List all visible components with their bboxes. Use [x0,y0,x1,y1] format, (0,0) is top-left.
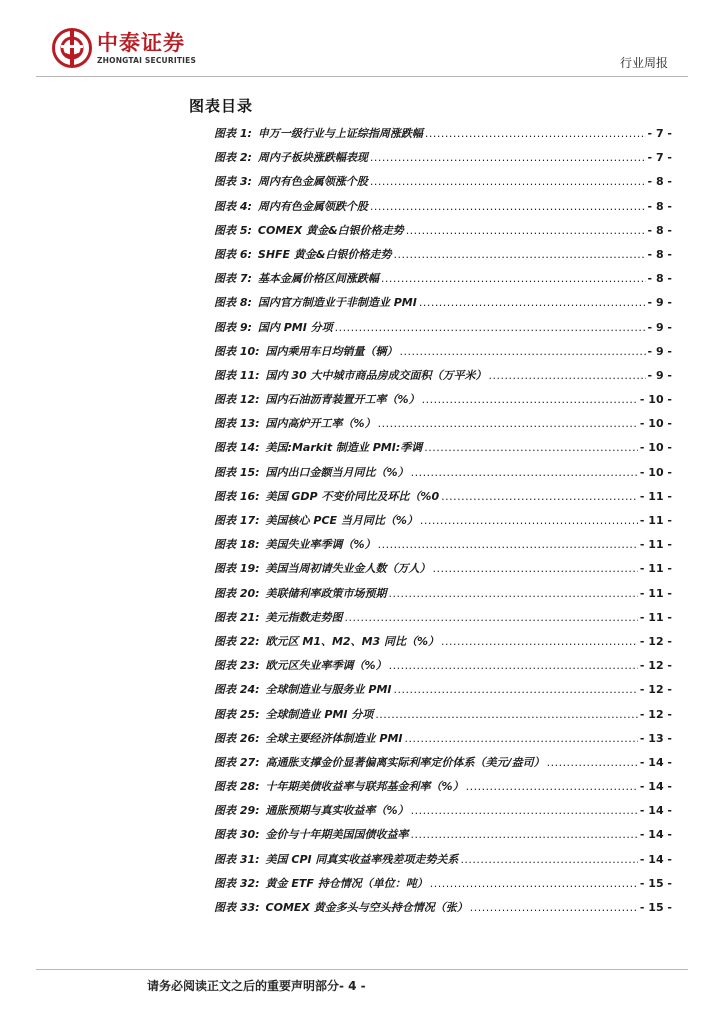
toc-entry[interactable] [214,294,672,318]
toc-entry-label: 图表 3: [214,175,252,189]
toc-entry-label: 图表 11: [214,368,260,382]
brand-logo [52,28,196,68]
toc-entry-page: - 11 - [639,562,672,576]
toc-entry-title: 周内有色金属领涨个股 [257,175,368,189]
toc-entry-page: - 9 - [647,344,672,358]
toc-entry-label: 图表 29: [214,804,260,818]
toc-entry[interactable] [214,681,672,705]
toc-entry-title: 基本金属价格区间涨跌幅 [257,272,379,286]
toc-entry-page: - 7 - [647,127,672,140]
toc-entry-page: - 10 - [639,465,672,479]
toc-dot-leader [345,611,638,624]
toc-entry-page: - 10 - [639,393,672,407]
toc-entry-page: - 8 - [647,223,672,237]
toc-entry-label: 图表 28: [214,780,260,794]
toc-entry-title: 美联储利率政策市场预期 [265,586,387,600]
toc-dot-leader [420,514,638,527]
toc-dot-leader [466,780,638,793]
toc-entry-label: 图表 26: [214,731,260,745]
toc-entry[interactable] [214,730,672,754]
toc-entry[interactable] [214,319,672,343]
toc-entry-page: - 10 - [639,417,672,431]
toc-entry[interactable] [214,222,672,246]
toc-entry-title: 国内乘用车日均销量（辆） [265,344,398,358]
toc-dot-leader [422,393,638,406]
toc-entry-label: 图表 8: [214,296,252,310]
toc-dot-leader [470,901,638,914]
toc-entry[interactable] [214,585,672,609]
toc-entry-label: 图表 21: [214,610,260,624]
toc-dot-leader [411,804,638,817]
toc-entry[interactable] [214,875,672,899]
toc-entry-page: - 14 - [639,755,672,769]
toc-entry-label: 图表 4: [214,199,252,213]
toc-dot-leader [393,683,637,696]
toc-entry[interactable] [214,149,672,173]
toc-entry-label: 图表 7: [214,272,252,286]
toc-entry-page: - 8 - [647,175,672,189]
toc-entry[interactable] [214,246,672,270]
toc-entry[interactable] [214,270,672,294]
toc-entry-page: - 12 - [639,707,672,721]
toc-entry-label: 图表 33: [214,901,260,914]
toc-entry[interactable] [214,439,672,463]
toc-entry-title: 周内子板块涨跌幅表现 [257,151,368,165]
footer-divider [36,969,688,970]
toc-dot-leader [433,562,638,575]
toc-dot-leader [430,877,638,890]
toc-entry[interactable] [214,464,672,488]
toc-dot-leader [378,538,638,551]
brand-name-en: ZHONGTAI SECURITIES [97,55,197,65]
toc-dot-leader [425,127,646,140]
toc-entry-title: 欧元区 M1、M2、M3 同比（%） [265,634,440,648]
toc-entry-page: - 12 - [639,683,672,697]
toc-entry-label: 图表 24: [214,683,260,697]
toc-dot-leader [370,200,646,213]
toc-entry[interactable] [214,125,672,149]
toc-entry-title: 国内出口金额当月同比（%） [265,465,409,479]
toc-entry[interactable] [214,706,672,730]
toc-dot-leader [381,272,646,285]
toc-dot-leader [375,708,638,721]
toc-dot-leader [335,321,646,334]
toc-entry-page: - 13 - [639,731,672,745]
toc-dot-leader [389,587,638,600]
toc-entry[interactable] [214,391,672,415]
toc-entry-title: 全球制造业与服务业 PMI [265,683,392,697]
toc-entry-title: 国内 30 大中城市商品房成交面积（万平米） [265,368,487,382]
toc-entry-page: - 15 - [639,876,672,890]
toc-entry-label: 图表 1: [214,127,252,140]
toc-entry-title: 十年期美债收益率与联邦基金利率（%） [265,780,464,794]
toc-dot-leader [393,248,645,261]
toc-entry-label: 图表 13: [214,417,260,431]
toc-entry-label: 图表 19: [214,562,260,576]
toc-dot-leader [406,224,646,237]
toc-entry-title: 国内石油沥青装置开工率（%） [265,393,420,407]
toc-entry-label: 图表 30: [214,828,260,842]
toc-list [214,125,672,923]
toc-entry-title: 全球制造业 PMI 分项 [265,707,374,721]
toc-entry[interactable] [214,536,672,560]
toc-entry-label: 图表 25: [214,707,260,721]
toc-entry-label: 图表 18: [214,538,260,552]
toc-entry-page: - 11 - [639,610,672,624]
toc-entry-title: 美国 CPI 同真实收益率残差项走势关系 [265,852,459,866]
toc-entry-page: - 11 - [639,586,672,600]
toc-dot-leader [411,828,638,841]
toc-entry-title: 美国 GDP 不变价同比及环比（%0 [265,489,440,503]
toc-dot-leader [389,659,638,672]
toc-dot-leader [460,853,637,866]
toc-entry[interactable] [214,754,672,778]
toc-entry-title: 美国当周初请失业金人数（万人） [265,562,431,576]
toc-entry[interactable] [214,488,672,512]
toc-entry-label: 图表 16: [214,489,260,503]
toc-entry-page: - 12 - [639,659,672,673]
toc-dot-leader [424,441,638,454]
toc-entry-title: 国内高炉开工率（%） [265,417,376,431]
toc-entry-page: - 9 - [647,296,672,310]
toc-entry[interactable] [214,512,672,536]
toc-entry-label: 图表 22: [214,634,260,648]
toc-dot-leader [370,151,646,164]
toc-dot-leader [547,756,638,769]
toc-entry-title: 金价与十年期美国国债收益率 [265,828,409,842]
toc-entry-title: 申万一级行业与上证综指周涨跌幅 [257,127,423,140]
toc-entry-page: - 14 - [639,852,672,866]
toc-dot-leader [489,369,646,382]
toc-dot-leader [411,466,638,479]
toc-entry-page: - 14 - [639,828,672,842]
toc-entry-page: - 9 - [647,368,672,382]
toc-entry[interactable] [214,899,672,923]
toc-entry-label: 图表 6: [214,247,252,261]
toc-entry-title: 国内官方制造业于非制造业 PMI [257,296,417,310]
toc-entry[interactable] [214,633,672,657]
toc-entry-page: - 8 - [647,272,672,286]
toc-entry[interactable] [214,415,672,439]
toc-entry-label: 图表 23: [214,659,260,673]
toc-entry[interactable] [214,657,672,681]
toc-entry[interactable] [214,173,672,197]
toc-entry-label: 图表 9: [214,320,252,334]
footer-disclaimer: 请务必阅读正文之后的重要声明部分- 4 - [147,979,366,993]
toc-entry-page: - 12 - [639,634,672,648]
toc-dot-leader [441,635,638,648]
toc-dot-leader [441,490,638,503]
toc-entry-page: - 7 - [647,151,672,165]
toc-entry-label: 图表 17: [214,514,260,527]
toc-entry-page: - 14 - [639,804,672,818]
toc-entry-title: 周内有色金属领跌个股 [257,199,368,213]
toc-entry-title: COMEX 黄金&白银价格走势 [257,223,404,237]
toc-entry-label: 图表 15: [214,465,260,479]
toc-dot-leader [370,175,646,188]
toc-entry-title: 美国失业率季调（%） [265,538,376,552]
toc-entry-page: - 8 - [647,247,672,261]
zhongtai-logo-icon [52,28,92,68]
toc-title: 图表目录 [189,97,254,115]
toc-entry-title: 国内 PMI 分项 [257,320,333,334]
toc-entry[interactable] [214,198,672,222]
toc-entry-label: 图表 32: [214,876,260,890]
toc-entry-title: COMEX 黄金多头与空头持仓情况（张） [265,901,468,914]
toc-entry-label: 图表 2: [214,151,252,165]
toc-entry-page: - 10 - [639,441,672,455]
toc-entry[interactable] [214,826,672,850]
toc-entry[interactable] [214,778,672,802]
toc-entry-title: 美国核心 PCE 当月同比（%） [265,514,418,527]
toc-entry-title: 美元指数走势图 [265,610,343,624]
toc-entry[interactable] [214,802,672,826]
brand-name-cn: 中泰证券 [97,30,185,55]
toc-entry-label: 图表 14: [214,441,260,455]
toc-entry-page: - 8 - [647,199,672,213]
toc-entry-page: - 14 - [639,780,672,794]
toc-dot-leader [404,732,637,745]
toc-entry-page: - 15 - [639,901,672,914]
report-type: 行业周报 [619,56,668,70]
toc-entry-page: - 9 - [647,320,672,334]
toc-entry-label: 图表 12: [214,393,260,407]
toc-entry-title: SHFE 黄金&白银价格走势 [257,247,392,261]
toc-dot-leader [419,296,646,309]
toc-dot-leader [400,345,646,358]
toc-entry-label: 图表 10: [214,344,260,358]
toc-entry-label: 图表 20: [214,586,260,600]
toc-entry-title: 欧元区失业率季调（%） [265,659,387,673]
toc-entry-label: 图表 31: [214,852,260,866]
toc-entry-label: 图表 27: [214,755,260,769]
toc-dot-leader [378,417,638,430]
toc-entry-page: - 11 - [639,538,672,552]
toc-entry[interactable] [214,367,672,391]
header-divider [36,76,688,77]
toc-entry-label: 图表 5: [214,223,252,237]
toc-entry-title: 通胀预期与真实收益率（%） [265,804,409,818]
toc-entry-title: 高通胀支撑金价显著偏离实际利率定价体系（美元/盎司） [265,755,545,769]
toc-entry[interactable] [214,851,672,875]
toc-entry[interactable] [214,560,672,584]
toc-entry-title: 黄金 ETF 持仓情况（单位：吨） [265,876,428,890]
toc-entry-page: - 11 - [639,489,672,503]
toc-entry[interactable] [214,343,672,367]
toc-entry-title: 全球主要经济体制造业 PMI [265,731,403,745]
toc-entry[interactable] [214,609,672,633]
toc-entry-page: - 11 - [639,514,672,527]
toc-entry-title: 美国:Markit 制造业 PMI:季调 [265,441,423,455]
